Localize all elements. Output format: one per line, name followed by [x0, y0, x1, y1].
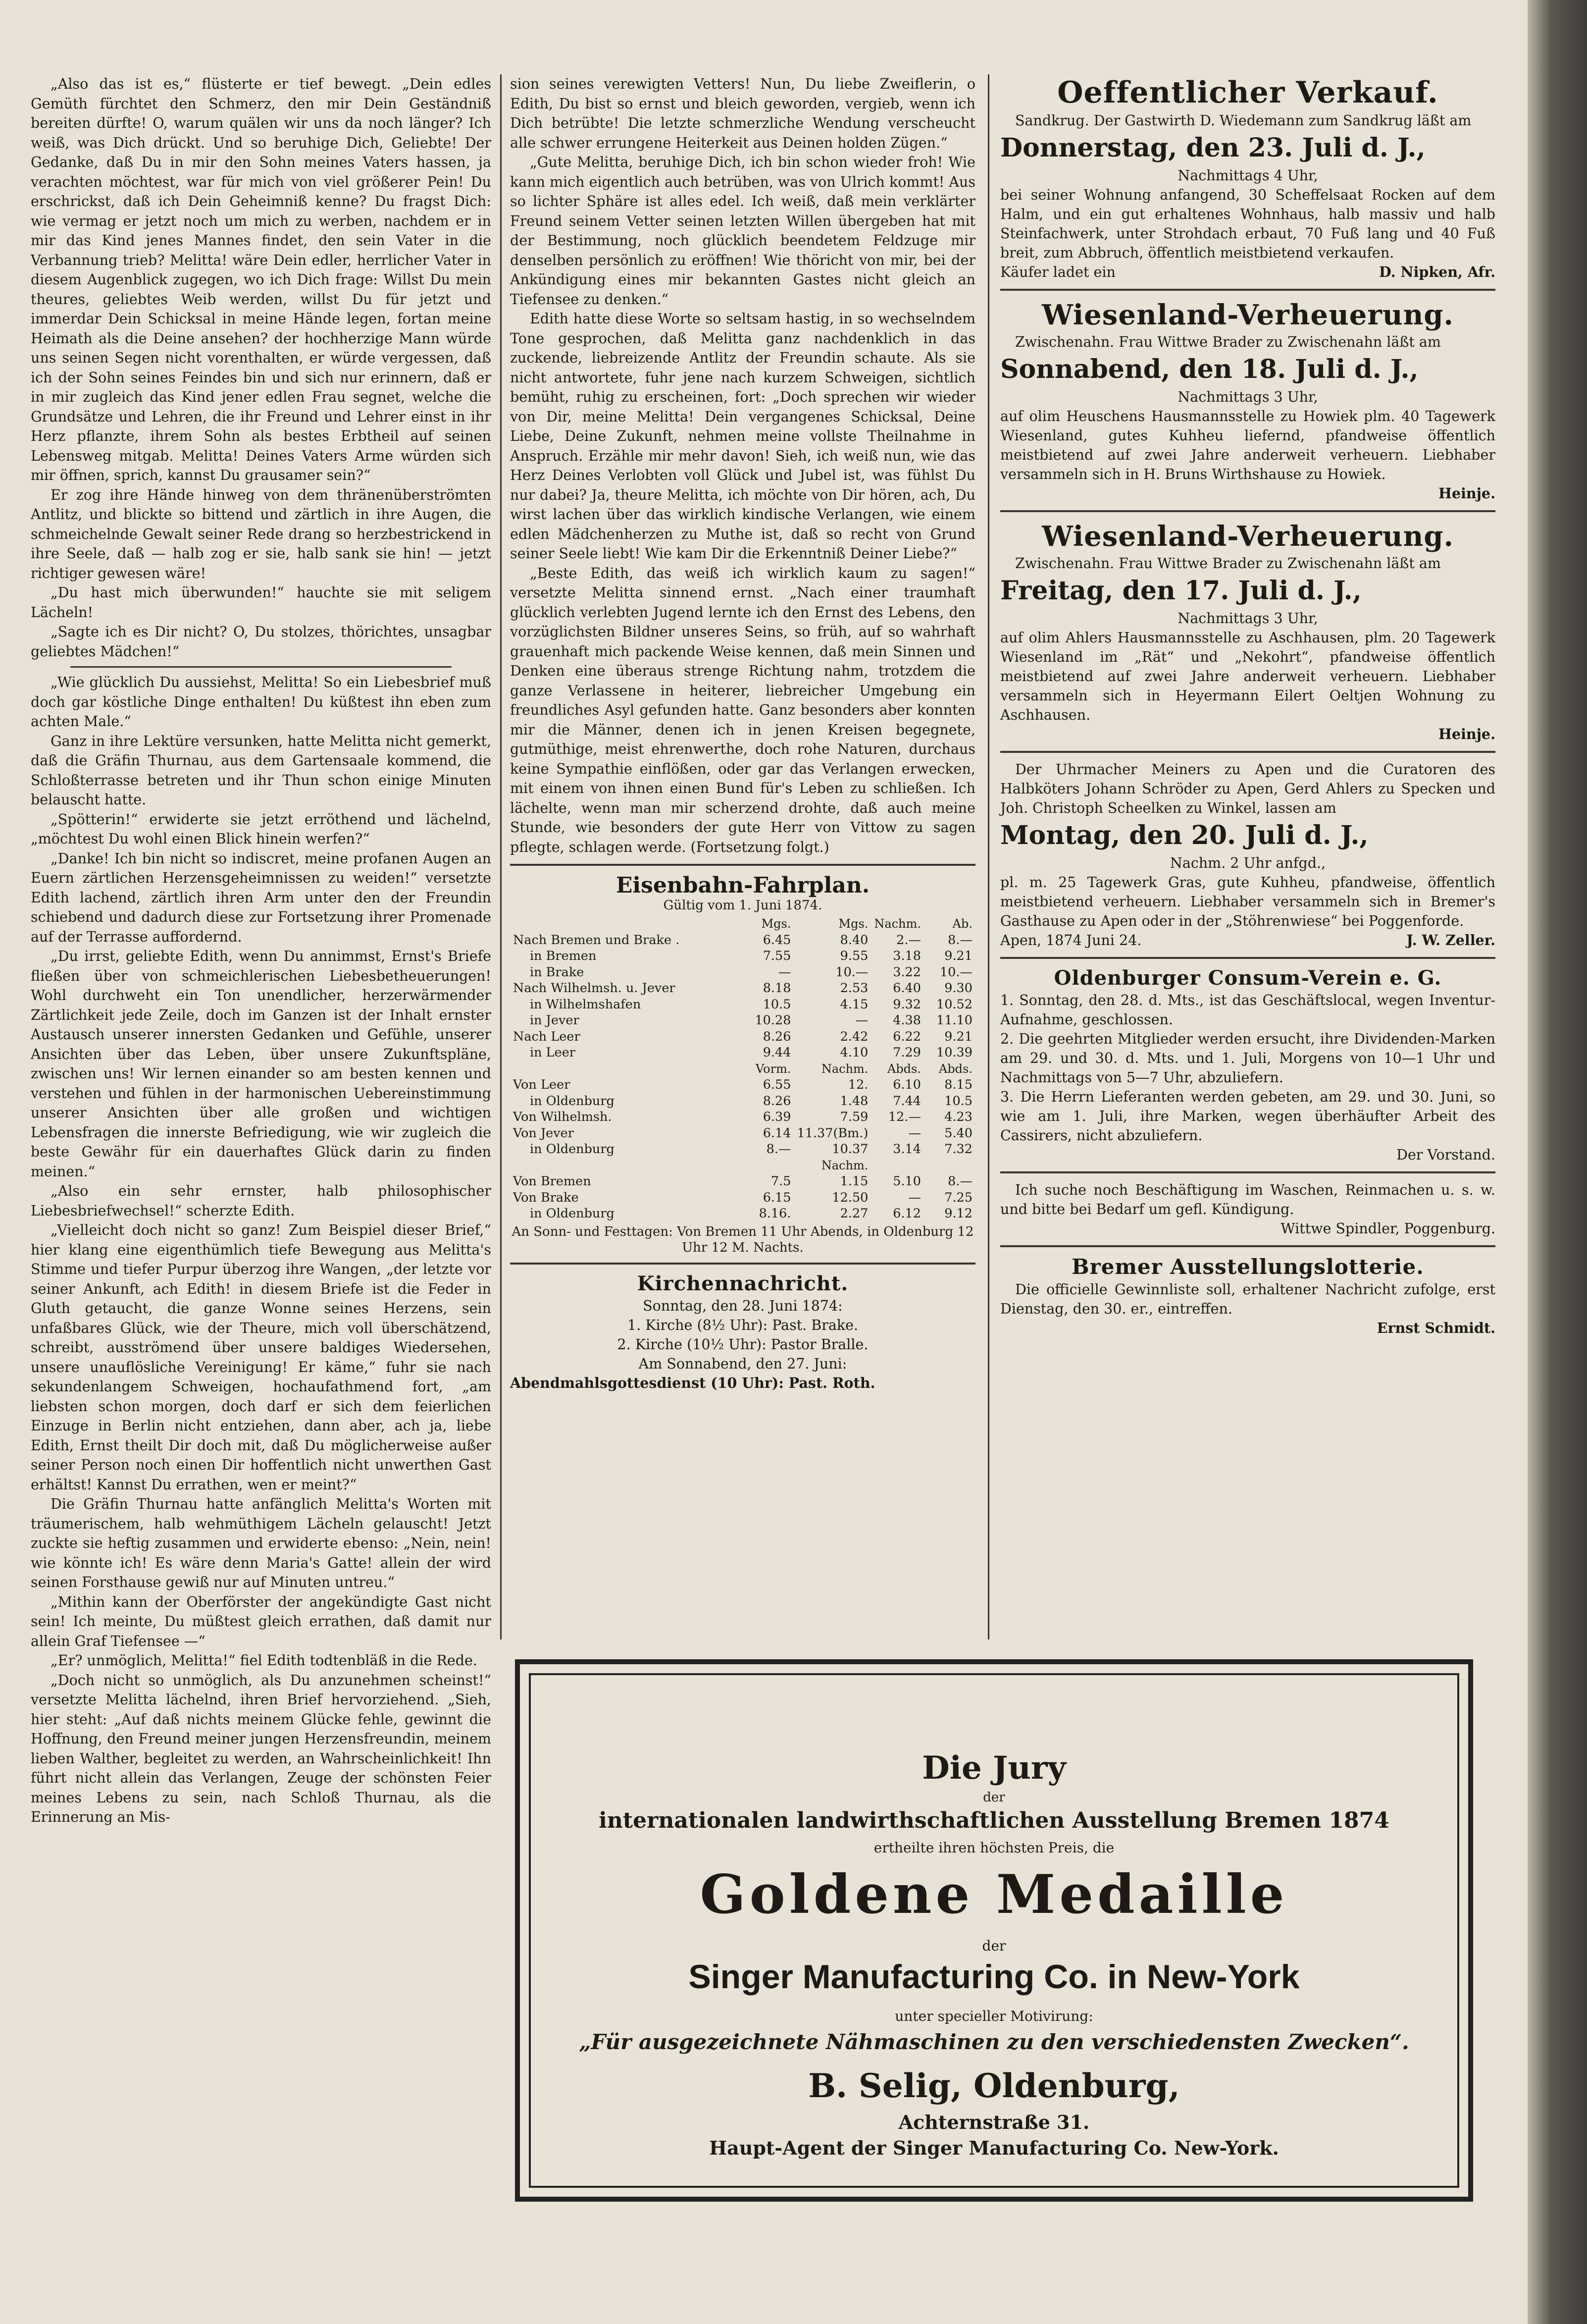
time-cell: 9.55 [840, 949, 869, 963]
timetable-row [510, 1012, 975, 1029]
ad-signature [1000, 1145, 1495, 1164]
time-cell: 9.32 [893, 997, 921, 1012]
timetable-row [510, 997, 975, 1013]
ad-lottery [1000, 1254, 1495, 1338]
time-cell: 4.10 [840, 1045, 869, 1060]
ad-signature-name: D. Nipken, Afr. [1379, 264, 1495, 280]
ad-date: Freitag, den 17. Juli d. J., [1000, 576, 1362, 606]
time-cell: 6.45 [763, 932, 791, 948]
timetable-validity: Gültig vom 1. Juni 1874. [663, 898, 822, 913]
ad-consumer-cooperative [1000, 966, 1495, 1164]
time-cell: 3.14 [893, 1142, 921, 1157]
time-cell: 10.37 [832, 1142, 869, 1157]
ad-public-sale [1000, 74, 1495, 282]
time-cell: 5.10 [893, 1174, 921, 1189]
timetable-header-cell: Nachm. [874, 917, 921, 931]
church-notice-date: Sonntag, den 28. Juni 1874: [643, 1297, 843, 1314]
timetable-header-cell [510, 1158, 742, 1174]
time-cell: 4.15 [840, 997, 869, 1012]
timetable-header-cell [510, 1061, 742, 1077]
timetable-row [510, 1173, 975, 1190]
time-cell: 7.5 [770, 1174, 791, 1189]
timetable-header-row [510, 1158, 975, 1174]
ad-job-request [1000, 1180, 1495, 1238]
time-cell: 5.40 [944, 1125, 973, 1141]
story-paragraph: „Vielleicht doch nicht so ganz! Zum Beispiel dieser Brief,“ hier klang eine eigenthümlich tiefe Bewegung aus Melitta's Stimme und tiefer Purpur überzog ihre Wangen, „der letzte vor seiner Ankunft, ach Edith! in diesem Briefe ist die Feder in Gluth getaucht, die ganze Wonne seines Herzens, sein unfaßbares Glück, wie der Theure, mich voll überschätzend, schreibt, ausströmend über unsere baldiges Wiedersehen, unsere unauflösliche Vereinigung! Er käme,“ fuhr sie nach sekundenlangem Schweigen, hochaufathmend fort, „am liebsten schon morgen, doch darf er sich dem feierlichen Einzuge in Berlin nicht entziehen, dann aber, ach ja, liebe Edith, Ernst theilt Dir doch mit, daß Du möglicherweise außer seiner Person noch einen Dir hoffentlich nicht unwerthen Gast erhältst! Kannst Du errathen, wen er meint?“ [31, 1222, 491, 1493]
ad-title: Oeffentlicher Verkauf. [1057, 75, 1438, 110]
time-cell: 3.18 [893, 949, 921, 963]
ads-column [1000, 74, 1495, 1338]
station-cell: in Jever [530, 1013, 579, 1028]
timetable-row [510, 1190, 975, 1206]
time-cell: 9.44 [763, 1045, 791, 1060]
ad-time: Nachmittags 3 Uhr, [1177, 610, 1318, 627]
ad-date: Donnerstag, den 23. Juli d. J., [1000, 133, 1426, 163]
time-cell: 1.15 [840, 1174, 869, 1189]
timetable-row [510, 948, 975, 964]
ad-intro: Zwischenahn. Frau Wittwe Brader zu Zwischenahn läßt am [1015, 555, 1441, 572]
time-cell: 10.— [939, 964, 973, 980]
ad-body: pl. m. 25 Tagewerk Gras, gute Kuhheu, pfandweise, öffentlich meistbietend verheuern. Liebhaber versammeln sich in Bremer's Gasthause zu Apen oder in der „Stöhrenwiese“ bei Poggenforde. [1000, 874, 1495, 929]
time-cell: 6.15 [763, 1190, 791, 1205]
station-cell: in Bremen [530, 949, 597, 963]
timetable-header-cell: Abds. [887, 1061, 921, 1076]
timetable-header-cell [924, 1158, 975, 1174]
ad-intro: Zwischenahn. Frau Wittwe Brader zu Zwischenahn läßt am [1015, 334, 1441, 350]
ad-divider [1000, 751, 1495, 753]
story-column-2 [510, 74, 975, 1393]
story-paragraph: Die Gräfin Thurnau hatte anfänglich Melitta's Worten mit träumerischem, halb wehmüthigem Lächeln gelauscht! Jetzt zuckte sie heftig zusammen und erwiderte ebenso: „Nein, nein! wie könnte ich! Es wäre denn Maria's Gatte! allein der wird seinen Forsthause gewiß nur auf Minuten untreu.“ [31, 1496, 491, 1590]
time-cell: 10.28 [755, 1013, 791, 1028]
time-cell: 7.59 [840, 1109, 869, 1124]
time-cell: — [855, 1013, 869, 1028]
railway-timetable [510, 873, 975, 1256]
timetable-row [510, 1109, 975, 1125]
story-paragraph: „Du hast mich überwunden!“ hauchte sie mit seligem Lächeln! [31, 584, 491, 621]
time-cell: 10.52 [936, 997, 973, 1012]
ad-divider [1000, 957, 1495, 959]
ad-body: auf olim Ahlers Hausmannsstelle zu Aschhausen, plm. 20 Tagewerk Wiesenland im „Rät“ und „Nekohrt“, pfandweise öffentlich meistbietend auf zwei Jahre anderweit verheuern. Liebhaber versammeln sich in Heyermann Eilert Oeltjen Wohnung zu Aschhausen. [1000, 630, 1495, 723]
story-paragraph: „Du irrst, geliebte Edith, wenn Du annimmst, Ernst's Briefe fließen über von schmeichlerischen Liebesbetheuerungen! Wohl durchweht ein Ton unendlicher, herzerwärmender Zärtlichkeit jede Zeile, doch im Ganzen ist der Inhalt ernster Austausch unserer innersten Gedanken und Gefühle, unserer Ansichten über das Leben, über unsere Zukunftspläne, zwischen uns! Wir lernen einander so am besten kennen und verstehen und fühlen in der harmonischen Uebereinstimmung unserer Ansichten über alle großen und wichtigen Lebensfragen die innerste Befriedigung, wie wir zugleich die beste Gewähr für ein dauerhaftes Glück darin zu finden meinen.“ [31, 948, 491, 1180]
church-notice-line: 2. Kirche (10½ Uhr): Pastor Bralle. [617, 1336, 869, 1353]
church-notice-line: Am Sonnabend, den 27. Juni: [638, 1355, 847, 1372]
ad-headline: Die Jury [922, 1749, 1066, 1787]
time-cell: 8.— [948, 932, 973, 948]
story-paragraph: „Danke! Ich bin nicht so indiscret, meine profanen Augen an Euern zärtlichen Herzensgeheimnissen zu weiden!“ versetzte Edith lachend, zärtlich ihren Arm unter den der Freundin schiebend und dadurch diese zur Fortsetzung ihrer Promenade auf der Terrasse auffordernd. [31, 850, 491, 945]
ad-signature [1000, 484, 1495, 503]
time-cell: 8.26 [763, 1029, 791, 1044]
timetable-row [510, 1077, 975, 1093]
timetable-row [510, 1029, 975, 1045]
time-cell: 12.50 [832, 1190, 869, 1205]
time-cell: 6.40 [893, 981, 921, 996]
time-cell: 12.— [888, 1109, 921, 1124]
time-cell: 2.53 [840, 981, 869, 996]
ad-agent-role: Haupt-Agent der Singer Manufacturing Co. New-York. [709, 2137, 1279, 2159]
time-cell: 2.27 [840, 1206, 869, 1221]
story-paragraph: „Spötterin!“ erwiderte sie jetzt erröthend und lächelnd, „möchtest Du wohl einen Blick hinein werfen?“ [31, 811, 491, 847]
time-cell: — [778, 964, 791, 980]
advertisement-inner-frame [529, 1673, 1459, 2188]
time-cell: 8.26 [763, 1093, 791, 1109]
ad-body: Ich suche noch Beschäftigung im Waschen, Reinmachen u. s. w. und bitte bei Bedarf um gefl. Kündigung. [1000, 1182, 1495, 1217]
timetable-header-cell: Mgs. [838, 917, 869, 931]
ad-signature-label: Käufer ladet ein [1000, 264, 1116, 280]
timetable-header-cell [871, 1158, 924, 1174]
ad-award-title: Goldene Medaille [700, 1863, 1288, 1926]
time-cell: 6.10 [893, 1077, 921, 1092]
ad-list-item: 3. Die Herrn Lieferanten werden gebeten, am 29. und 30. Juni, so wie am 1. Juli, ihre Marken, wegen überhäufter Arbeit des Cassirers, nicht abzuliefern. [1000, 1089, 1495, 1144]
ad-grass-lease [1000, 760, 1495, 950]
story-paragraph: „Mithin kann der Oberförster der angekündigte Gast nicht sein! Ich meinte, Du müßtest gleich errathen, daß damit nur allein Graf Tiefensee —“ [31, 1593, 491, 1649]
time-cell: 7.55 [763, 949, 791, 963]
timetable-row [510, 980, 975, 997]
section-divider [510, 864, 975, 866]
ad-title: Oldenburger Consum-Verein e. G. [1054, 966, 1442, 990]
station-cell: in Wilhelmshafen [530, 997, 641, 1012]
time-cell: 8.16. [759, 1206, 791, 1221]
time-cell: 8.18 [763, 981, 791, 996]
timetable-row [510, 932, 975, 949]
ad-signature [1000, 1319, 1495, 1338]
timetable-header-row [510, 1061, 975, 1077]
ad-intro: Sandkrug. Der Gastwirth D. Wiedemann zum Sandkrug läßt am [1015, 112, 1472, 129]
ad-divider [1000, 1245, 1495, 1247]
station-cell: in Leer [530, 1045, 575, 1060]
time-cell: 11.37(Bm.) [797, 1125, 869, 1141]
time-cell: 9.21 [944, 1029, 973, 1044]
station-cell: Von Jever [513, 1125, 574, 1141]
story-paragraph: „Doch nicht so unmöglich, als Du anzunehmen scheinst!“ versetzte Melitta lächelnd, ihren Brief hervorziehend. „Sieh, hier steht: „Auf daß nichts meinem Glücke fehle, gewinnt die Hoffnung, den Freund meiner jungen Herzensfreundin, meinem lieben Walther, begleitet zu werden, an Wahrscheinlichkeit! Ihn führt nicht allein das Verlangen, Zeuge der schönsten Feier meines Lebens zu sein, nach Schloß Thurnau, als die Erinnerung an Mis- [31, 1672, 491, 1825]
station-cell: Nach Wilhelmsh. u. Jever [513, 981, 675, 996]
story-paragraph: Er zog ihre Hände hinweg von dem thränenüberströmten Antlitz, und blickte so bittend und zärtlich in ihre Augen, die schmeichelnde Gewalt seiner Rede drang so herzbestrickend in ihre Seele, daß — halb zog er sie, halb sank sie hin! — jetzt richtiger gewesen wäre! [31, 486, 491, 581]
story-paragraph: „Also ein sehr ernster, halb philosophischer Liebesbriefwechsel!“ scherzte Edith. [31, 1183, 491, 1219]
station-cell: Von Leer [513, 1077, 570, 1092]
timetable-header-cell [510, 916, 742, 932]
time-cell: 12. [848, 1077, 869, 1092]
timetable-header-cell: Vorm. [756, 1061, 791, 1076]
timetable-row [510, 1141, 975, 1158]
time-cell: 8.15 [944, 1077, 973, 1092]
ad-signature-name: Heinje. [1438, 726, 1495, 742]
timetable-header-cell: Mgs. [761, 917, 791, 931]
time-cell: — [908, 1125, 921, 1141]
ad-title: Bremer Ausstellungslotterie. [1072, 1255, 1424, 1279]
station-cell: in Oldenburg [530, 1142, 614, 1157]
story-paragraph: „Er? unmöglich, Melitta!“ fiel Edith todtenbläß in die Rede. [51, 1652, 477, 1669]
ad-connector: der [983, 1790, 1005, 1805]
timetable-header-cell: Nachm. [821, 1158, 869, 1172]
church-notice-line: 1. Kirche (8½ Uhr): Past. Brake. [627, 1317, 859, 1333]
church-notice [510, 1271, 975, 1393]
timetable-row [510, 1093, 975, 1109]
ad-signature [1000, 263, 1495, 282]
ad-signature-name: J. W. Zeller. [1406, 932, 1495, 949]
ad-signature [1000, 1219, 1495, 1238]
time-cell: 4.23 [944, 1109, 973, 1124]
ad-date: Sonnabend, den 18. Juli d. J., [1000, 354, 1419, 384]
time-cell: 6.39 [763, 1109, 791, 1124]
time-cell: 2.— [896, 932, 921, 948]
time-cell: 10.5 [763, 997, 791, 1012]
time-cell: 8.— [766, 1142, 791, 1157]
time-cell: 1.48 [840, 1093, 869, 1109]
ad-motivation-label: unter specieller Motivirung: [895, 2008, 1093, 2024]
time-cell: 9.21 [944, 949, 973, 963]
timetable-row [510, 1125, 975, 1142]
ad-divider [1000, 510, 1495, 512]
time-cell: 3.22 [893, 964, 921, 980]
ad-meadow-lease-2 [1000, 519, 1495, 744]
ad-signature-name: Ernst Schmidt. [1377, 1320, 1495, 1336]
ad-body: Die officielle Gewinnliste soll, erhaltener Nachricht zufolge, erst Dienstag, den 30. er., eintreffen. [1000, 1281, 1495, 1317]
ad-title: Wiesenland-Verheuerung. [1042, 299, 1454, 331]
station-cell: Nach Leer [513, 1029, 580, 1044]
timetable-row [510, 1206, 975, 1222]
singer-advertisement [515, 1659, 1473, 2202]
ad-signature [1000, 931, 1495, 950]
book-spine-edge [1528, 0, 1587, 2324]
story-paragraph: „Sagte ich es Dir nicht? O, Du stolzes, thörichtes, unsagbar geliebtes Mädchen!“ [31, 624, 491, 660]
time-cell: 7.29 [893, 1045, 921, 1060]
church-notice-line: Abendmahlsgottesdienst (10 Uhr): Past. Roth. [510, 1374, 875, 1391]
time-cell: 7.32 [944, 1142, 973, 1157]
ad-exhibition: internationalen landwirthschaftlichen Ausstellung Bremen 1874 [599, 1808, 1389, 1833]
ad-company: Singer Manufacturing Co. in New-York [688, 1958, 1300, 1996]
story-paragraph: „Gute Melitta, beruhige Dich, ich bin schon wieder froh! Wie kann mich eigentlich auch betrüben, was von Ulrich kommt! Aus so lichter Sphäre ist alles edel. Ich weiß, daß mein verklärter Freund seinem Vetter seinen letzten Willen übergeben hat mit der Bestimmung, noch glücklich beendetem Feldzuge mir denselben persönlich zu eröffnen! Wie thöricht von mir, bei der Ankündigung eines mir bekannten Gastes nicht gleich an Tiefensee zu denken.“ [510, 154, 975, 308]
station-cell: Nach Bremen und Brake . [513, 932, 680, 948]
ad-motivation: „Für ausgezeichnete Nähmaschinen zu den verschiedensten Zwecken“. [579, 2030, 1409, 2054]
timetable-footnote: An Sonn- und Festtagen: Von Bremen 11 Uhr Abends, in Oldenburg 12 Uhr 12 M. Nachts. [512, 1224, 974, 1255]
time-cell: 6.12 [893, 1206, 921, 1221]
ad-time: Nachmittags 4 Uhr, [1177, 167, 1318, 184]
ad-connector: der [982, 1938, 1006, 1954]
ad-agent-address: Achternstraße 31. [898, 2111, 1090, 2133]
time-cell: 10.5 [944, 1093, 973, 1109]
ad-time: Nachmittags 3 Uhr, [1177, 389, 1318, 405]
time-cell: 4.38 [893, 1013, 921, 1028]
time-cell: 8.40 [840, 932, 869, 948]
time-cell: 6.14 [763, 1125, 791, 1141]
timetable-header-row [510, 916, 975, 932]
station-cell: in Oldenburg [530, 1093, 614, 1109]
ad-intro: Der Uhrmacher Meiners zu Apen und die Curatoren des Halbköters Johann Schröder zu Apen, Gerd Ahlers zu Specken und Joh. Christoph Scheelken zu Winkel, lassen am [1000, 761, 1495, 816]
ad-signature-name: Der Vorstand. [1396, 1147, 1495, 1163]
ad-signature-name: Heinje. [1438, 485, 1495, 502]
ad-signature-date: Apen, 1874 Juni 24. [1000, 932, 1142, 949]
time-cell: 9.12 [944, 1206, 973, 1221]
ad-date: Montag, den 20. Juli d. J., [1000, 820, 1369, 850]
story-paragraph: „Wie glücklich Du aussiehst, Melitta! So ein Liebesbrief muß doch gar köstliche Dinge enthalten! Du küßtest ihn eben zum achten Male.“ [31, 674, 491, 730]
time-cell: — [908, 1190, 921, 1205]
church-notice-title: Kirchennachricht. [637, 1271, 849, 1295]
column-rule-right [988, 74, 989, 1639]
time-cell: 11.10 [936, 1013, 973, 1028]
ad-list-item: 2. Die geehrten Mitglieder werden ersucht, ihre Dividenden-Marken am 29. und 30. d. Mts. und 1. Juli, Morgens von 10—1 Uhr und Nachmittags von 5—7 Uhr, abzuliefern. [1000, 1031, 1495, 1086]
ad-list-item: 1. Sonntag, den 28. d. Mts., ist das Geschäftslocal, wegen Inventur-Aufnahme, geschlossen. [1000, 992, 1495, 1028]
ad-meadow-lease-1 [1000, 298, 1495, 503]
timetable-header-cell [742, 1158, 794, 1174]
ad-divider [1000, 1171, 1495, 1173]
story-paragraph: „Beste Edith, das weiß ich wirklich kaum zu sagen!“ versetzte Melitta sinnend ernst. „Nach einer traumhaft glücklich verlebten Jugend lernte ich den Ernst des Lebens, den vorzüglichsten Bildner unseres Seins, so früh, auf so wahrhaft grauenhaft mich packende Weise kennen, daß mein Sinnen und Denken eine überaus strenge Richtung nahm, trotzdem die ganze Verlassene in heiterer, liebreicher Umgebung ein freundliches Asyl gefunden hatte. Ganz besonders aber konnten mir die Männer, denen ich in jenen Kreisen begegnete, gutmüthige, meist ehrenwerthe, doch rohe Naturen, durchaus keine Sympathie einflößen, oder gar das Verlangen erwecken, mit einem von ihnen einen Bund für's Leben zu schließen. Ich lächelte, wenn man mir scherzend drohte, daß auch meine Stunde, wie besonders der gute Herr von Vittow zu sagen pflegte, schlagen werde. (Fortsetzung folgt.) [510, 565, 975, 855]
story-paragraph: Ganz in ihre Lektüre versunken, hatte Melitta nicht gemerkt, daß die Gräfin Thurnau, aus dem Gartensaale kommend, die Schloßterrasse betreten und ihr Thun schon einige Minuten belauscht hatte. [31, 733, 491, 808]
timetable-title: Eisenbahn-Fahrplan. [615, 873, 870, 898]
ad-signature-name: Wittwe Spindler, Poggenburg. [1280, 1220, 1495, 1237]
section-divider [70, 666, 452, 668]
time-cell: 2.42 [840, 1029, 869, 1044]
ad-body: auf olim Heuschens Hausmannsstelle zu Howiek plm. 40 Tagewerk Wiesenland, gutes Kuhheu liefernd, pfandweise öffentlich meistbietend auf zwei Jahre anderweit verheuern. Liebhaber versammeln sich in H. Bruns Wirthshause zu Howiek. [1000, 408, 1495, 482]
station-cell: Von Bremen [513, 1174, 591, 1189]
story-paragraph: sion seines verewigten Vetters! Nun, Du liebe Zweiflerin, o Edith, Du bist so ernst und bleich geworden, vergieb, wenn ich Dich betrübte! Die letzte schmerzliche Wendung verscheucht alle schwer errungene Heiterkeit aus Deinen holden Zügen.“ [510, 76, 975, 151]
station-cell: Von Brake [513, 1190, 579, 1205]
ad-divider [1000, 289, 1495, 291]
timetable-row [510, 1045, 975, 1061]
ad-body: bei seiner Wohnung anfangend, 30 Scheffelsaat Rocken auf dem Halm, und ein gut erhaltenes Wohnhaus, halb massiv und halb Steinfachwerk, unter Strohdach erbaut, 70 Fuß lang und 40 Fuß breit, zum Abbruch, öffentlich meistbietend verkaufen. [1000, 187, 1495, 261]
time-cell: 8.— [948, 1174, 973, 1189]
time-cell: 10.39 [936, 1045, 973, 1060]
station-cell: in Brake [530, 964, 584, 980]
time-cell: 7.25 [944, 1190, 973, 1205]
time-cell: 6.22 [893, 1029, 921, 1044]
ad-signature [1000, 725, 1495, 744]
timetable-row [510, 964, 975, 981]
timetable-header-cell: Abds. [938, 1061, 973, 1076]
time-cell: 7.44 [893, 1093, 921, 1109]
station-cell: in Oldenburg [530, 1206, 614, 1221]
timetable-header-cell: Ab. [952, 917, 973, 931]
ad-agent-name: B. Selig, Oldenburg, [808, 2066, 1180, 2105]
story-paragraph: Edith hatte diese Worte so seltsam hastig, in so wechselndem Tone gesprochen, daß Melitta ganz nachdenklich in das zuckende, liebreizende Antlitz der Freundin schaute. Als sie nicht antwortete, fuhr jene nach kurzem Schweigen, sichtlich bemüht, ruhig zu erscheinen, fort: „Doch sprechen wir wieder von Dir, meine Melitta! Dein vergangenes Schicksal, Deine Liebe, Deine Zukunft, nehmen meine vollste Theilnahme in Anspruch. Erzähle mir mehr davon! Sieh, ich weiß nun, wie das Herz Deines Verlobten voll Glück und Jubel ist, was fühlst Du nur dabei? Ja, theure Melitta, ich möchte von Dir hören, ach, Du wirst lachen über das wirklich kindische Verlangen, wie einem edlen Mädchenherzen zu Muthe ist, daß so recht von Grund seiner Seele liebt! Wie kam Dir die Erkenntniß Deiner Liebe?“ [510, 311, 975, 562]
story-column-1 [31, 74, 491, 1827]
time-cell: 9.30 [944, 981, 973, 996]
section-divider [510, 1263, 975, 1265]
ad-time: Nachm. 2 Uhr anfgd., [1170, 855, 1326, 871]
time-cell: 10.— [835, 964, 869, 980]
ad-award-text: ertheilte ihren höchsten Preis, die [873, 1840, 1115, 1856]
ad-title: Wiesenland-Verheuerung. [1042, 520, 1454, 553]
timetable-header-cell: Nachm. [821, 1061, 869, 1076]
station-cell: Von Wilhelmsh. [513, 1109, 612, 1124]
timetable-table [510, 916, 975, 1222]
story-paragraph: „Also das ist es,“ flüsterte er tief bewegt. „Dein edles Gemüth fürchtet den Schmerz, den mir Dein Geständniß bereiten dürfte! O, warum quälen wir uns da noch länger? Ich weiß, was Dich drückt. Und so beruhige Dich, Geliebte! Der Gedanke, daß Du in mir den Sohn meines Vaters hassen, ja verachten möchtest, war für mich von viel größerer Pein! Du erschrickst, daß ich Dein Geheimniß kenne? Du fragst Dich: wie vermag er jetzt noch um mich zu werben, nachdem er in mir das Kind jenes Mannes findet, den sein Vater in die Verbannung trieb? Melitta! wäre Dein edler, herrlicher Vater in diesem Augenblick zugegen, wo ich Dich frage: Willst Du mein theures, geliebtes Weib werden, willst Du für jetzt und immerdar Dein Schicksal in meine Hände legen, fortan meine Heimath als die Deine ansehen? der hochherzige Mann würde uns seinen Segen nicht vorenthalten, er würde vergessen, daß ich der Sohn seines Feindes bin und sich nur erinnern, daß er in mir zugleich das Kind jener edlen Frau segnet, welche die Grundsätze und Lehren, die ihr Freund und Lehrer einst in ihr Herz pflanzte, ihrem Sohn als bestes Erbtheil auf seinen Lebensweg mitgab. Melitta! Deines Vaters Arme würden sich mir öffnen, sprich, kannst Du grausamer sein?“ [31, 76, 491, 483]
time-cell: 6.55 [763, 1077, 791, 1092]
column-rule-left [500, 74, 502, 1639]
